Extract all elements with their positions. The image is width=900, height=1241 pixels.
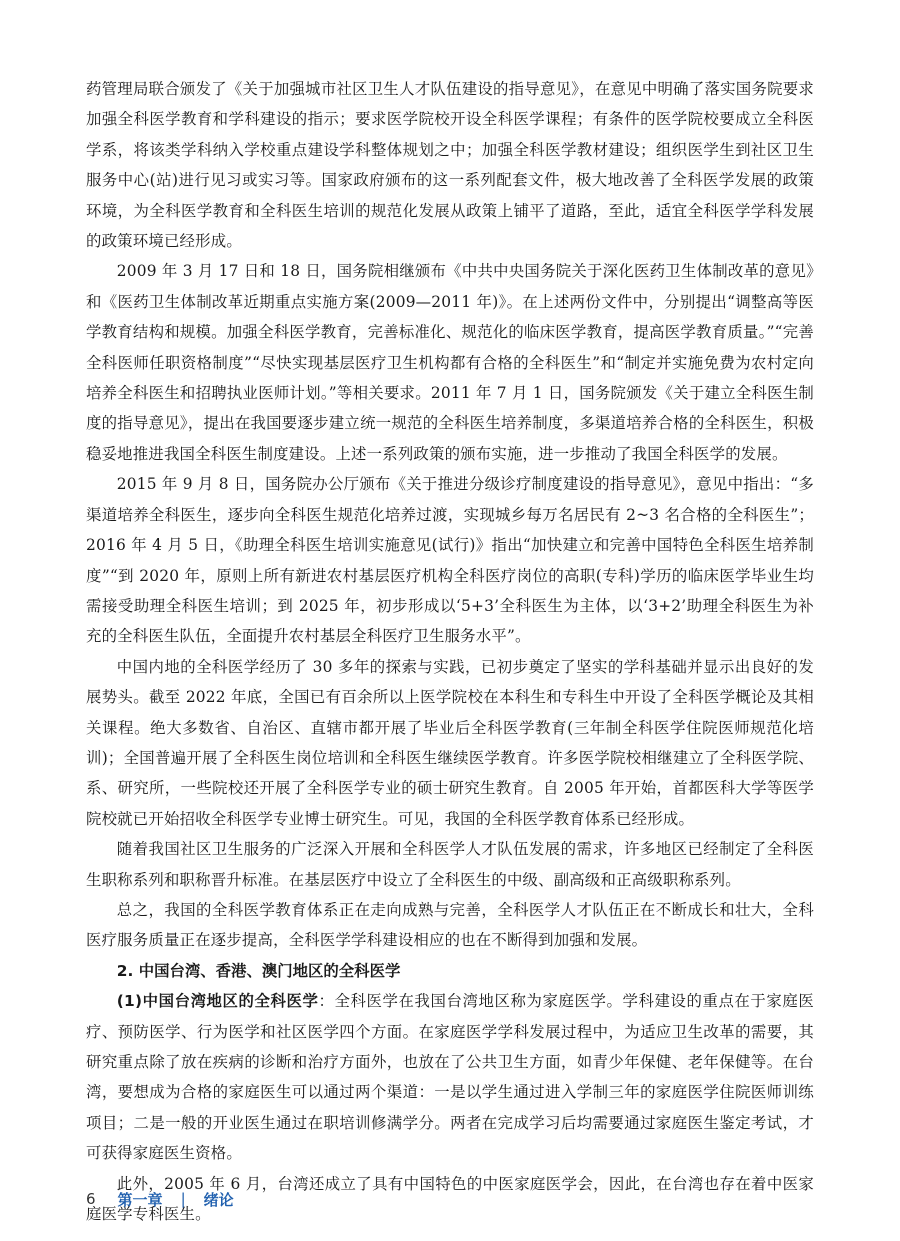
taiwan-subheading: (1)中国台湾地区的全科医学 (116, 992, 319, 1011)
page-footer (86, 1185, 234, 1213)
paragraph-continued: 药管理局联合颁发了《关于加强城市社区卫生人才队伍建设的指导意见》，在意见中明确了落实国务院要求加强全科医学教育和学科建设的指示；要求医学院校开设全科医学课程；有条件的医学院校要成立全科医学系，将该类学科纳入学校重点建设学科整体规划之中；加强全科医学教材建设；组织医学生到社区卫生服务中心(站)进行见习或实习等。国家政府颁布的这一系列配套文件，极大地改善了全科医学发展的政策环境，为全科医学教育和全科医生培训的规范化发展从政策上铺平了道路，至此，适宜全科医学学科发展的政策环境已经形成。 (86, 80, 814, 251)
section-heading: 2. 中国台湾、香港、澳门地区的全科医学 (116, 961, 401, 980)
paragraph-summary: 总之，我国的全科医学教育体系正在走向成熟与完善，全科医学人才队伍正在不断成长和壮大，全科医疗服务质量正在逐步提高，全科医学学科建设相应的也在不断得到加强和发展。 (86, 900, 814, 950)
paragraph-taiwan (86, 986, 814, 1168)
paragraph-2015-policy: 2015 年 9 月 8 日，国务院办公厅颁布《关于推进分级诊疗制度建设的指导意见》，意见中指出：“多渠道培养全科医生，逐步向全科医生规范化培养过渡，实现城乡每万名居民有 2~3 名合格的全科医生”；2016 年 4 月 5 日，《助理全科医生培训实施意见(试行)》指出“加快建立和完善中国特色全科医生培养制度”“到 2020 年，原则上所有新进农村基层医疗机构全科医疗岗位的高职(专科)学历的临床医学毕业生均需接受助理全科医生培训；到 2025 年，初步形成以‘5+3’全科医生为主体，以‘3+2’助理全科医生为补充的全科医生队伍，全面提升农村基层全科医疗卫生服务水平”。 (86, 475, 814, 646)
paragraph-title-system: 随着我国社区卫生服务的广泛深入开展和全科医学人才队伍发展的需求，许多地区已经制定了全科医生职称系列和职称晋升标准。在基层医疗中设立了全科医生的中级、副高级和正高级职称系列。 (86, 840, 814, 889)
page-body (86, 74, 814, 1229)
paragraph-mainland-development: 中国内地的全科医学经历了 30 多年的探索与实践，已初步奠定了坚实的学科基础并显示出良好的发展势头。截至 2022 年底，全国已有百余所以上医学院校在本科生和专科生中开设了全科医学概论及其相关课程。绝大多数省、自治区、直辖市都开展了毕业后全科医学教育(三年制全科医学住院医师规范化培训)；全国普遍开展了全科医生岗位培训和全科医生继续医学教育。许多医学院校相继建立了全科医学院、系、研究所，一些院校还开展了全科医学专业的硕士研究生教育。自 2005 年开始，首都医科大学等医学院校就已开始招收全科医学专业博士研究生。可见，我国的全科医学教育体系已经形成。 (86, 657, 814, 828)
footer-separator: | (180, 1190, 186, 1208)
paragraph-closing: 此外，2005 年 6 月，台湾还成立了具有中国特色的中医家庭医学会，因此，在台湾也存在着中医家庭医学专科医生。 (86, 1174, 814, 1224)
paragraph-2009-policy: 2009 年 3 月 17 日和 18 日，国务院相继颁布《中共中央国务院关于深化医药卫生体制改革的意见》和《医药卫生体制改革近期重点实施方案(2009—2011 年)》。在上述两份文件中，分别提出“调整高等医学教育结构和规模。加强全科医学教育，完善标准化、规范化的临床医学教育，提高医学教育质量。”“完善全科医师任职资格制度”“尽快实现基层医疗卫生机构都有合格的全科医生”和“制定并实施免费为农村定向培养全科医生和招聘执业医师计划。”等相关要求。2011 年 7 月 1 日，国务院颁发《关于建立全科医生制度的指导意见》，提出在我国要逐步建立统一规范的全科医生培养制度，多渠道培养合格的全科医生，积极稳妥地推进我国全科医生制度建设。上述一系列政策的颁布实施，进一步推动了我国全科医学的发展。 (86, 262, 814, 463)
section-label: 绪论 (203, 1190, 234, 1209)
taiwan-text: ：全科医学在我国台湾地区称为家庭医学。学科建设的重点在于家庭医疗、预防医学、行为医学和社区医学四个方面。在家庭医学学科发展过程中，为适应卫生改革的需要，其研究重点除了放在疾病的诊断和治疗方面外，也放在了公共卫生方面，如青少年保健、老年保健等。在台湾，要想成为合格的家庭医生可以通过两个渠道：一是以学生通过进入学制三年的家庭医学住院医师训练项目；二是一般的开业医生通过在职培训修满学分。两者在完成学习后均需要通过家庭医生鉴定考试，才可获得家庭医生资格。 (86, 992, 815, 1163)
chapter-label: 第一章 (117, 1190, 163, 1209)
page-number: 6 (86, 1190, 96, 1208)
